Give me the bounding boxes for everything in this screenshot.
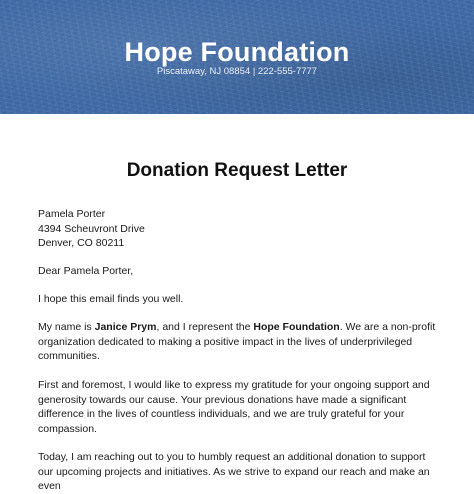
organization-name-inline: Hope Foundation xyxy=(253,321,340,333)
letter-paragraph-gratitude: First and foremost, I would like to express my gratitude for your ongoing support and generosity towards our cause. Your previous donations have made a significant difference in the lives of countless individuals, and we are truly grateful for your compassion. xyxy=(38,379,430,435)
organization-contact: Piscataway, NJ 08854 | 222-555-7777 xyxy=(156,66,318,77)
document-title: Donation Request Letter xyxy=(126,160,348,181)
intro-text-rest: . We are a non-profit organization dedicated to making a positive impact in the lives of underprivileged communities. xyxy=(38,321,436,362)
organization-name: Hope Foundation xyxy=(124,37,350,67)
sender-name: Janice Prym xyxy=(94,321,157,333)
letterhead-banner xyxy=(0,0,474,114)
intro-text-mid: , and I represent the xyxy=(156,321,254,333)
letter-greeting: Dear Pamela Porter, xyxy=(38,265,134,277)
recipient-name: Pamela Porter xyxy=(38,208,106,220)
recipient-city-state-zip: Denver, CO 80211 xyxy=(38,237,125,249)
recipient-street: 4394 Scheuvront Drive xyxy=(38,222,145,235)
intro-text: My name is xyxy=(38,321,95,333)
letter-paragraph-introduction xyxy=(38,320,438,364)
recipient-address xyxy=(38,207,438,251)
letter-paragraph-opening: I hope this email finds you well. xyxy=(38,293,184,305)
letter-paragraph-request: Today, I am reaching out to you to humbly request an additional donation to support our upcoming projects and initiatives. As we strive to expand our reach and make an even xyxy=(38,451,430,492)
